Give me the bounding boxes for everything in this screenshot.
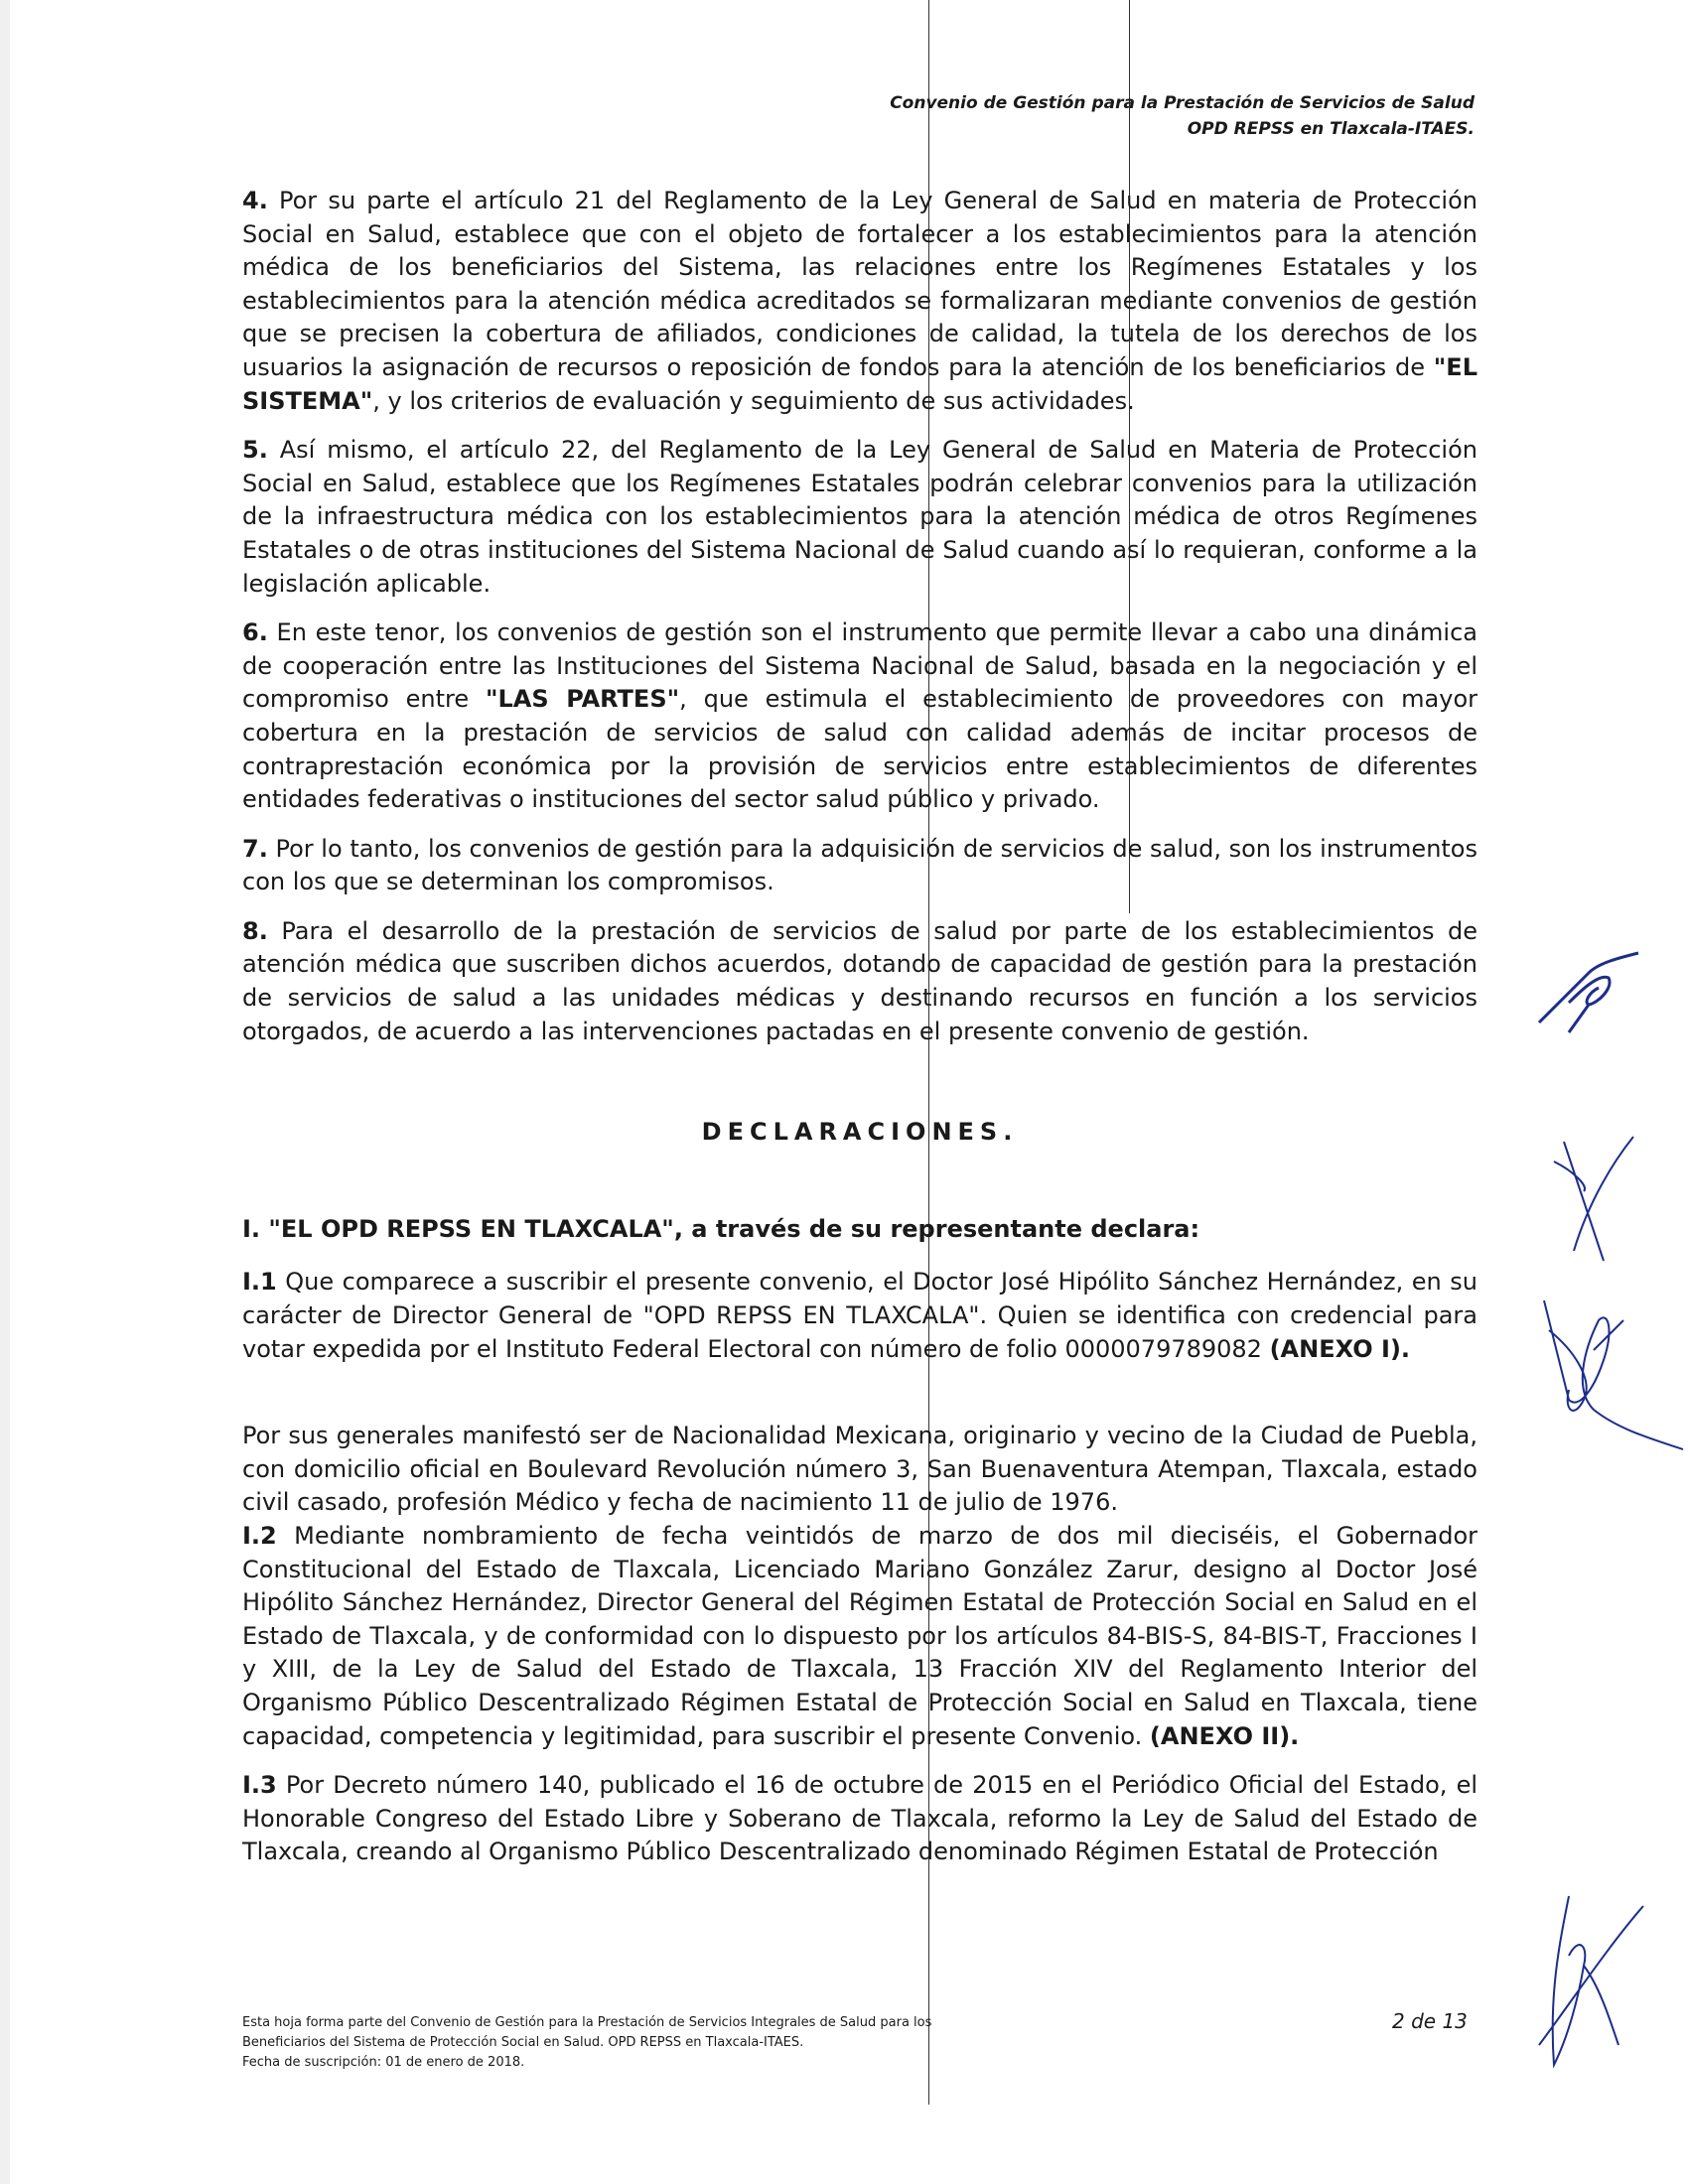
item-text: Mediante nombramiento de fecha veintidós de marzo de dos mil dieciséis, el Gobernador Constitucional del Estado de Tlaxcala, Licenciado Mariano González Zarur, designo al Doctor José Hipólito Sánchez Hernández, Director General del Régimen Estatal de Protección Social en Salud en el Estado de Tlaxcala, y de conformidad con lo dispuesto por los artículos 84-BIS-S, 84-BIS-T, Fracciones I y XIII, de la Ley de Salud del Estado de Tlaxcala, 13 Fracción XIV del Reglamento Interior del Organismo Público Descentralizado Régimen Estatal de Protección Social en Salud en Tlaxcala, tiene capacidad, competencia y legitimidad, para suscribir el presente Convenio. xyxy=(242,1522,1477,1750)
item-I-1 xyxy=(242,1266,1477,1366)
paragraph-5 xyxy=(242,434,1477,601)
page-number: 2 de 13 xyxy=(1392,2009,1468,2033)
item-text: Que comparece a suscribir el presente convenio, el Doctor José Hipólito Sánchez Hernández, en su carácter de Director General de "OPD REPSS EN TLAXCALA". Quien se identifica con credencial para votar expedida por el Instituto Federal Electoral con número de folio 0000079789082 xyxy=(242,1268,1477,1363)
document-header xyxy=(890,91,1475,142)
paragraph-text-end: , y los criterios de evaluación y seguimiento de sus actividades. xyxy=(372,386,1135,415)
item-number: I.2 xyxy=(242,1522,277,1550)
paragraph-emphasis: "EL SISTEMA" xyxy=(242,352,1477,415)
paragraph-text: Por lo tanto, los convenios de gestión para la adquisición de servicios de salud, son los instrumentos con los que se determinan los compromisos. xyxy=(242,834,1477,896)
item-number: I.3 xyxy=(242,1771,277,1800)
item-number: I.1 xyxy=(242,1268,277,1297)
signature-initials-2 xyxy=(1534,1132,1643,1271)
footer-line-3: Fecha de suscripción: 01 de enero de 2018. xyxy=(242,2055,525,2071)
paragraph-6 xyxy=(242,616,1477,817)
paragraph-7 xyxy=(242,833,1477,899)
paragraph-text: Para el desarrollo de la prestación de servicios de salud por parte de los establecimientos de atención médica que suscriben dichos acuerdos, dotando de capacidad de gestión para la prestación de servicios de salud a las unidades médicas y destinando recursos en función a los servicios otorgados, de acuerdo a las intervenciones pactadas en el presente convenio de gestión. xyxy=(242,916,1477,1045)
item-annex: (ANEXO II). xyxy=(1149,1721,1300,1750)
scan-edge xyxy=(0,0,10,2184)
signature-initials-3 xyxy=(1524,1291,1688,1489)
paragraph-number: 5. xyxy=(242,436,268,465)
spacer xyxy=(242,1382,1477,1420)
generales-paragraph: Por sus generales manifestó ser de Nacionalidad Mexicana, originario y vecino de la Ciudad de Puebla, con domicilio oficial en Boulevard Revolución número 3, San Buenaventura Atempan, Tlaxcala, estado civil casado, profesión Médico y fecha de nacimiento 11 de julio de 1976. xyxy=(242,1422,1477,1517)
paragraph-number: 4. xyxy=(242,187,268,214)
paragraph-text: Así mismo, el artículo 22, del Reglamento de la Ley General de Salud en Materia de Protección Social en Salud, establece que los Regímenes Estatales podrán celebrar convenios para la utilización de la infraestructura médica con los establecimientos para la atención médica de otros Regímenes Estatales o de otras instituciones del Sistema Nacional de Salud cuando así lo requieran, conforme a la legislación aplicable. xyxy=(242,436,1477,598)
signature-initials-4 xyxy=(1509,1886,1648,2085)
item-I-3 xyxy=(242,1769,1477,1869)
section-I-heading: I. "EL OPD REPSS EN TLAXCALA", a través de su representante declara: xyxy=(242,1214,1200,1243)
header-line-1: Convenio de Gestión para la Prestación de Servicios de Salud xyxy=(890,93,1475,113)
paragraph-number: 6. xyxy=(242,618,268,647)
paragraph-emphasis: "LAS PARTES" xyxy=(485,685,680,714)
paragraph-number: 8. xyxy=(242,916,268,945)
item-text: Por Decreto número 140, publicado el 16 de octubre de 2015 en el Periódico Oficial del Estado, el Honorable Congreso del Estado Libre y Soberano de Tlaxcala, reformo la Ley de Salud del Estado de Tlaxcala, creando al Organismo Público Descentralizado denominado Régimen Estatal de Protección xyxy=(242,1771,1477,1866)
signature-initials-1 xyxy=(1529,943,1658,1042)
paragraph-text-end: , que estimula el establecimiento de proveedores con mayor cobertura en la prestación de servicios de salud con calidad además de incitar procesos de contraprestación económica por la provisión de servicios entre establecimientos de diferentes entidades federativas o instituciones del sector salud público y privado. xyxy=(242,685,1477,814)
header-line-2: OPD REPSS en Tlaxcala-ITAES. xyxy=(1187,118,1475,139)
paragraph-number: 7. xyxy=(242,834,268,863)
declaraciones-title: DECLARACIONES. xyxy=(701,1118,1019,1147)
paragraph-4 xyxy=(242,185,1477,418)
document-body xyxy=(242,185,1477,1885)
paragraph-text: Por su parte el artículo 21 del Reglamento de la Ley General de Salud en materia de Protección Social en Salud, establece que con el objeto de fortalecer a los establecimientos para la atención médica de los beneficiarios del Sistema, las relaciones entre los Regímenes Estatales y los establecimientos para la atención médica acreditados se formalizaran mediante convenios de gestión que se precisen la cobertura de afiliados, condiciones de calidad, la tutela de los derechos de los usuarios la asignación de recursos o reposición de fondos para la atención de los beneficiarios de xyxy=(242,187,1477,381)
item-annex: (ANEXO I). xyxy=(1269,1334,1411,1363)
document-footer xyxy=(242,2013,1037,2073)
footer-line-2: Beneficiarios del Sistema de Protección Social en Salud. OPD REPSS en Tlaxcala-ITAES. xyxy=(242,2035,804,2051)
paragraph-text: En este tenor, los convenios de gestión son el instrumento que permite llevar a cabo una dinámica de cooperación entre las Instituciones del Sistema Nacional de Salud, basada en la negociación y el compromiso entre xyxy=(242,618,1477,714)
footer-line-1: Esta hoja forma parte del Convenio de Gestión para la Prestación de Servicios Integrales de Salud para los xyxy=(242,2015,932,2030)
paragraph-8 xyxy=(242,915,1477,1048)
item-I-2 xyxy=(242,1520,1477,1753)
